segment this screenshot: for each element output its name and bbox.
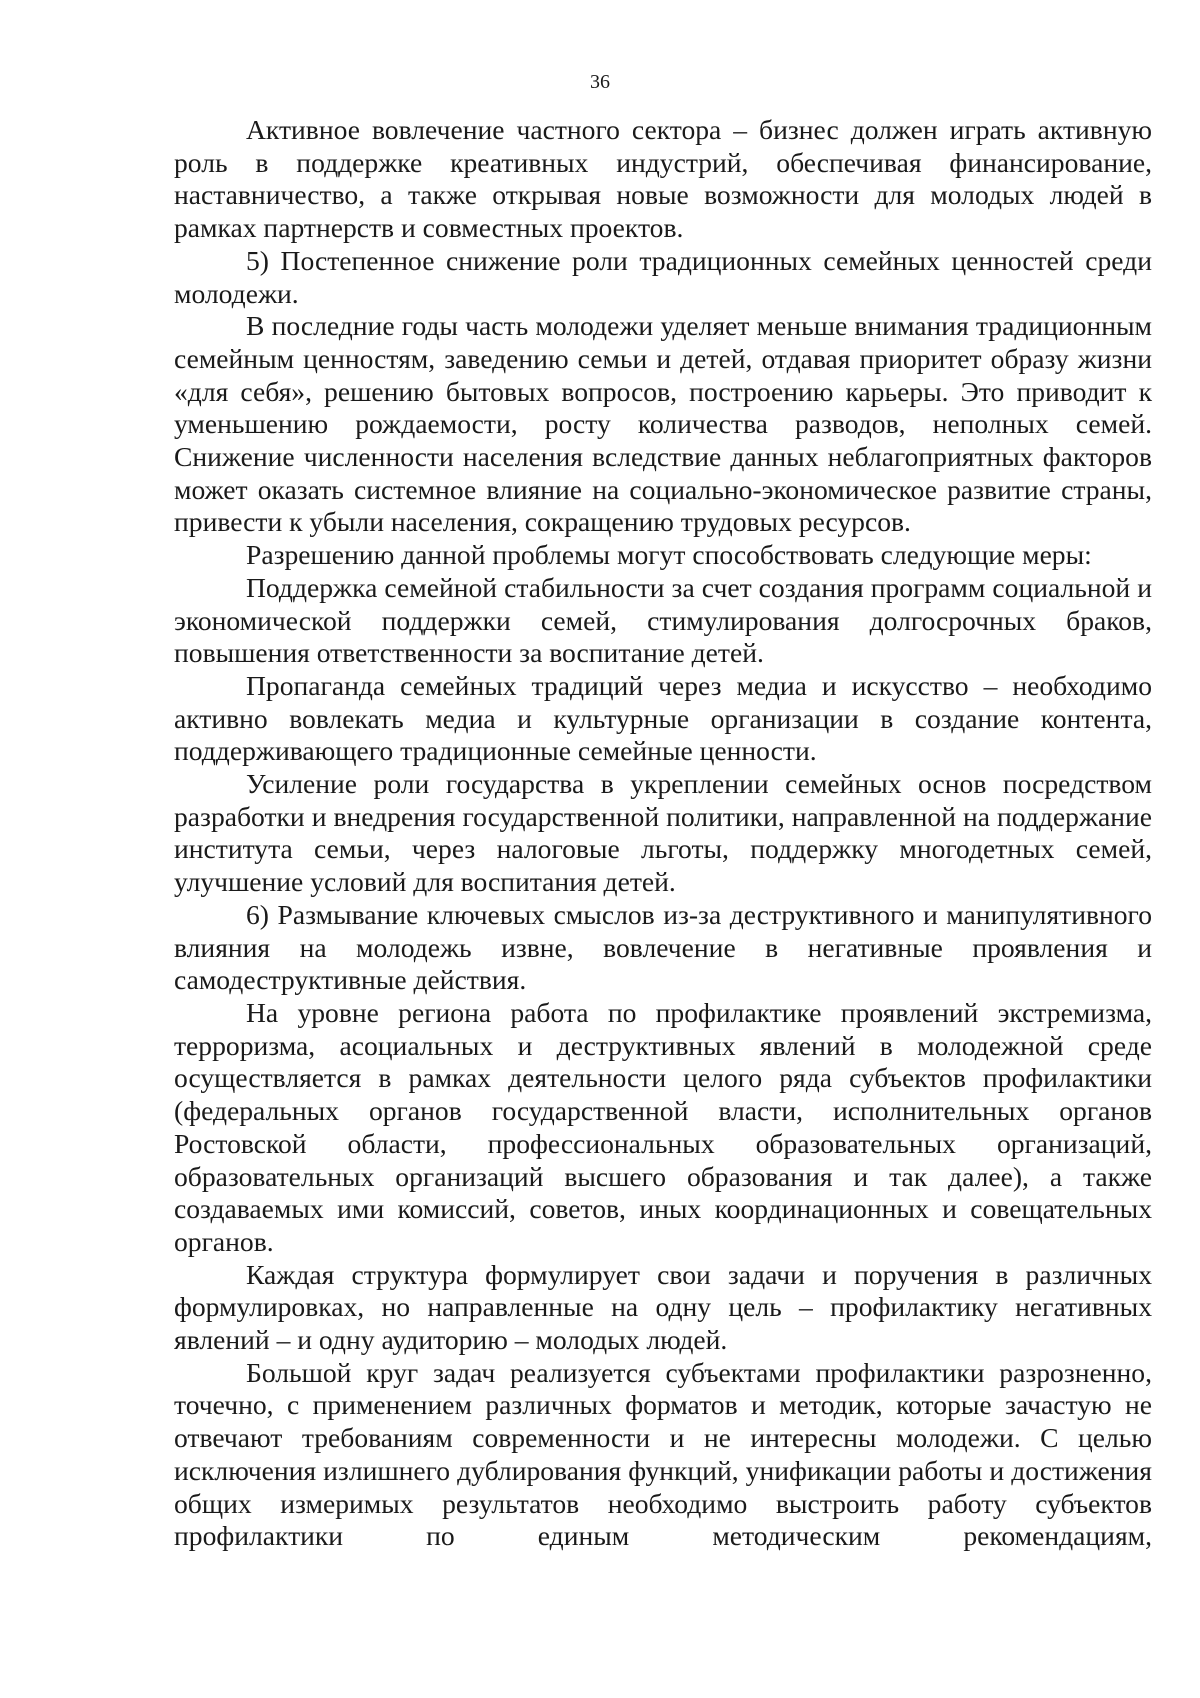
paragraph-measures-intro: Разрешению данной проблемы могут способствовать следующие меры:: [246, 539, 1092, 571]
paragraph-state-role: Усиление роли государства в укреплении семейных основ посредством разработки и внедрения государственной политики, направленной на поддержание института семьи, через налоговые льготы, поддержку многодетных семей, улучшение условий для воспитания детей.: [174, 768, 1152, 898]
document-body: [174, 114, 1152, 1553]
paragraph-family-stability: Поддержка семейной стабильности за счет создания программ социальной и экономической поддержки семей, стимулирования долгосрочных браков, повышения ответственности за воспитание детей.: [174, 571, 1152, 669]
paragraph-heading-5: 5) Постепенное снижение роли традиционных семейных ценностей среди молодежи.: [174, 244, 1152, 309]
paragraph-tasks: Большой круг задач реализуется субъектами профилактики разрозненно, точечно, с применением различных форматов и методик, которые зачастую не отвечают требованиям современности и не интересны молодежи. С целью исключения излишнего дублирования функций, унификации работы и достижения общих измеримых результатов необходимо выстроить работу субъектов профилактики по единым методическим рекомендациям,: [174, 1356, 1152, 1552]
page-number: 36: [590, 71, 610, 93]
paragraph-family-values: В последние годы часть молодежи уделяет меньше внимания традиционным семейным ценностям, заведению семьи и детей, отдавая приоритет образу жизни «для себя», решению бытовых вопросов, построению карьеры. Это приводит к уменьшению рождаемости, росту количества разводов, неполных семей. Снижение численности населения вследствие данных неблагоприятных факторов может оказать системное влияние на социально-экономическое развитие страны, привести к убыли населения, сокращению трудовых ресурсов.: [174, 310, 1152, 538]
paragraph-family-traditions: Пропаганда семейных традиций через медиа и искусство – необходимо активно вовлекать медиа и культурные организации в создание контента, поддерживающего традиционные семейные ценности.: [174, 669, 1152, 767]
paragraph-heading-6: 6) Размывание ключевых смыслов из-за деструктивного и манипулятивного влияния на молодежь извне, вовлечение в негативные проявления и самодеструктивные действия.: [174, 898, 1152, 996]
paragraph-structures: Каждая структура формулирует свои задачи и поручения в различных формулировках, но направленные на одну цель – профилактику негативных явлений – и одну аудиторию – молодых людей.: [174, 1258, 1152, 1356]
paragraph-regional-prevention: На уровне региона работа по профилактике проявлений экстремизма, терроризма, асоциальных и деструктивных явлений в молодежной среде осуществляется в рамках деятельности целого ряда субъектов профилактики (федеральных органов государственной власти, исполнительных органов Ростовской области, профессиональных образовательных организаций, образовательных организаций высшего образования и так далее), а также создаваемых ими комиссий, советов, иных координационных и совещательных органов.: [174, 996, 1152, 1257]
paragraph-private-sector: Активное вовлечение частного сектора – бизнес должен играть активную роль в поддержке креативных индустрий, обеспечивая финансирование, наставничество, а также открывая новые возможности для молодых людей в рамках партнерств и совместных проектов.: [174, 114, 1152, 244]
